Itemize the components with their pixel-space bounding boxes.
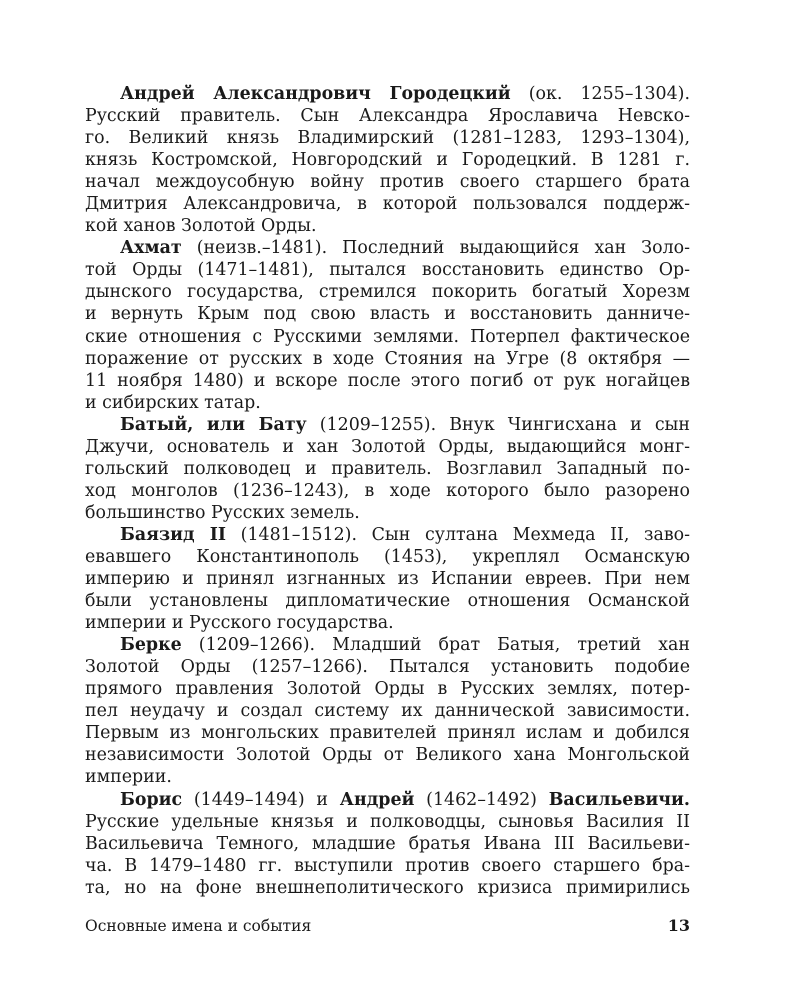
text-line bbox=[85, 171, 690, 193]
entry-text: Джучи, основатель и хан Золотой Орды, выдающийся монг- bbox=[85, 436, 690, 457]
entry-text: ча. В 1479–1480 гг. выступили против своего старшего бра- bbox=[85, 855, 690, 876]
text-line bbox=[85, 546, 690, 568]
text-line bbox=[85, 789, 690, 811]
entry-text: го. Великий князь Владимирский (1281–1283, 1293–1304), bbox=[85, 128, 690, 149]
text-line bbox=[85, 480, 690, 502]
text-line bbox=[85, 348, 690, 370]
entry-paragraph bbox=[85, 789, 690, 899]
text-line bbox=[85, 634, 690, 656]
entry-text: Золотой Орды (1257–1266). Пытался установить подобие bbox=[85, 657, 690, 678]
entry-text: Русский правитель. Сын Александра Ярославича Невско- bbox=[85, 106, 690, 127]
entry-text: (1481–1512). Сын султана Мехмеда II, заво- bbox=[226, 524, 690, 545]
entry-text: гольский полководец и правитель. Возглавил Западный по- bbox=[85, 458, 690, 479]
text-line bbox=[85, 722, 690, 744]
text-line bbox=[85, 105, 690, 127]
entry-text: (1449–1494) и bbox=[182, 789, 340, 810]
text-line bbox=[85, 149, 690, 171]
entry-paragraph bbox=[85, 414, 690, 524]
entry-text: империю и принял изгнанных из Испании евреев. При нем bbox=[85, 569, 690, 590]
entry-text: начал междоусобную войну против своего старшего брата bbox=[85, 172, 690, 193]
entry-text: Русские удельные князья и полководцы, сыновья Василия II bbox=[85, 811, 690, 832]
text-line bbox=[85, 524, 690, 546]
text-line bbox=[85, 877, 690, 899]
entry-heading: Васильевичи. bbox=[548, 789, 690, 810]
entry-paragraph bbox=[85, 634, 690, 788]
text-line bbox=[85, 833, 690, 855]
entry-text: (ок. 1255–1304). bbox=[510, 84, 690, 104]
entry-text: та, но на фоне внешнеполитического кризиса примирились bbox=[85, 877, 690, 898]
text-line bbox=[85, 414, 690, 436]
entry-text: Васильевича Темного, младшие братья Ивана III Васильеви- bbox=[85, 833, 690, 854]
entry-heading: Ахмат bbox=[120, 238, 182, 259]
entry-text: Первым из монгольских правителей принял ислам и добился bbox=[85, 723, 690, 744]
text-line bbox=[85, 237, 690, 259]
entry-text: и вернуть Крым под свою власть и восстановить данниче- bbox=[85, 304, 690, 325]
entry-heading: Батый, или Бату bbox=[120, 414, 307, 435]
entry-paragraph bbox=[85, 83, 690, 237]
running-footer-title: Основные имена и события bbox=[85, 917, 312, 935]
entry-text: поражение от русских в ходе Стояния на Угре (8 октября — bbox=[85, 348, 690, 369]
page-body bbox=[85, 83, 690, 899]
text-line bbox=[85, 193, 690, 215]
entry-text: были установлены дипломатические отношения Османской bbox=[85, 591, 690, 612]
text-line bbox=[85, 392, 690, 414]
text-line bbox=[85, 370, 690, 392]
entry-paragraph bbox=[85, 237, 690, 413]
text-line bbox=[85, 326, 690, 348]
text-line bbox=[85, 744, 690, 766]
entry-text: ход монголов (1236–1243), в ходе которого было разорено bbox=[85, 480, 690, 501]
text-line bbox=[85, 766, 690, 788]
text-line bbox=[85, 127, 690, 149]
entry-text: прямого правления Золотой Орды в Русских землях, потер- bbox=[85, 679, 690, 700]
entry-text: (1209–1255). Внук Чингисхана и сын bbox=[306, 414, 690, 435]
entry-heading: Берке bbox=[120, 635, 182, 656]
entry-text: империи. bbox=[85, 767, 172, 788]
text-line bbox=[85, 83, 690, 105]
entry-text: и сибирских татар. bbox=[85, 392, 261, 413]
text-line bbox=[85, 458, 690, 480]
text-line bbox=[85, 700, 690, 722]
page-footer bbox=[85, 914, 690, 938]
entry-heading: Баязид II bbox=[120, 524, 227, 545]
entry-text: независимости Золотой Орды от Великого хана Монгольской bbox=[85, 745, 690, 766]
entry-text: ские отношения с Русскими землями. Потерпел фактическое bbox=[85, 326, 690, 347]
text-line bbox=[85, 811, 690, 833]
entry-text: большинство Русских земель. bbox=[85, 502, 360, 523]
text-line bbox=[85, 502, 690, 524]
text-line bbox=[85, 855, 690, 877]
text-line bbox=[85, 590, 690, 612]
text-line bbox=[85, 303, 690, 325]
entry-text: Дмитрия Александровича, в которой пользовался поддерж- bbox=[85, 194, 690, 215]
text-line bbox=[85, 259, 690, 281]
entry-text: дынского государства, стремился покорить богатый Хорезм bbox=[85, 282, 690, 303]
text-line bbox=[85, 568, 690, 590]
entry-text: 11 ноября 1480) и вскоре после этого погиб от рук ногайцев bbox=[85, 370, 690, 391]
entry-text: (1209–1266). Младший брат Батыя, третий хан bbox=[181, 635, 690, 656]
entry-heading: Андрей Александрович Городецкий bbox=[120, 84, 511, 104]
entry-text: той Орды (1471–1481), пытался восстановить единство Ор- bbox=[85, 260, 690, 281]
entry-text: евавшего Константинополь (1453), укреплял Османскую bbox=[85, 546, 690, 567]
text-line bbox=[85, 678, 690, 700]
page-number: 13 bbox=[667, 916, 690, 935]
text-line bbox=[85, 656, 690, 678]
text-line bbox=[85, 281, 690, 303]
entry-heading: Борис bbox=[120, 789, 183, 810]
entry-text: кой ханов Золотой Орды. bbox=[85, 216, 317, 237]
entry-paragraph bbox=[85, 524, 690, 634]
entry-text: пел неудачу и создал систему их даннической зависимости. bbox=[85, 701, 690, 722]
text-line bbox=[85, 436, 690, 458]
entry-text: (неизв.–1481). Последний выдающийся хан Золо- bbox=[181, 238, 690, 259]
text-line bbox=[85, 215, 690, 237]
entry-text: (1462–1492) bbox=[414, 789, 549, 810]
entry-text: империи и Русского государства. bbox=[85, 613, 394, 634]
entry-text: князь Костромской, Новгородский и Городецкий. В 1281 г. bbox=[85, 150, 690, 171]
entry-heading: Андрей bbox=[339, 789, 415, 810]
text-line bbox=[85, 612, 690, 634]
